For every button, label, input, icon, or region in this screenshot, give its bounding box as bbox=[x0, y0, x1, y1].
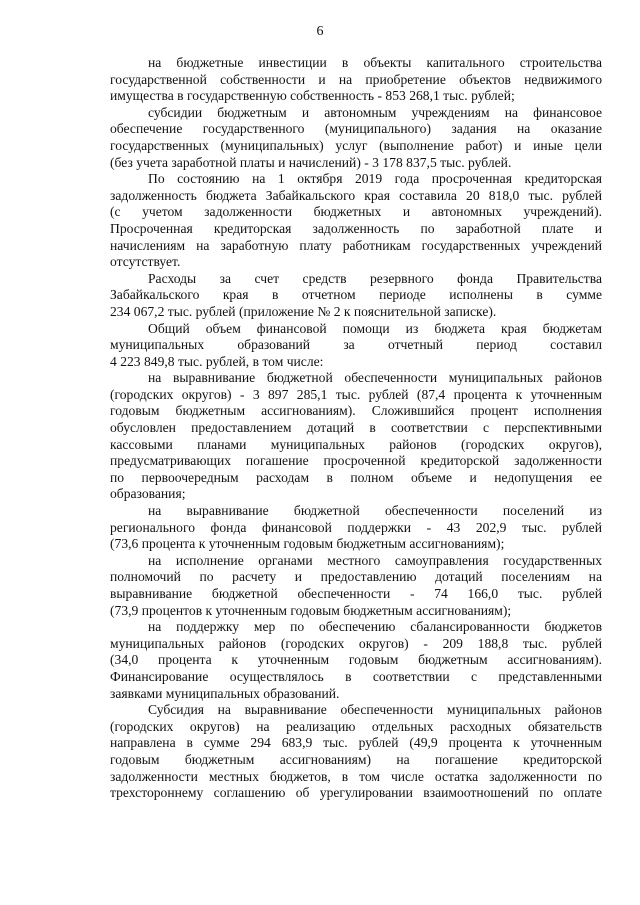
text-line: полномочий по расчету и предоставлению дотаций поселениям на bbox=[110, 569, 602, 585]
text-line: Расходы за счет средств резервного фонда Правительства bbox=[148, 270, 602, 286]
text-line: государственной собственности и на приобретение объектов недвижимого bbox=[110, 71, 602, 87]
paragraph bbox=[110, 702, 602, 802]
paragraph bbox=[110, 553, 602, 619]
document-body bbox=[110, 55, 602, 802]
text-line: муниципальных районов (городских округов) - 209 188,8 тыс. рублей bbox=[110, 635, 602, 651]
text-line: годовым бюджетным ассигнованиям) на погашение кредиторской bbox=[110, 751, 602, 767]
text-line: (городских округов) - 3 897 285,1 тыс. рублей (87,4 процента к уточненным bbox=[110, 386, 602, 402]
text-line: регионального фонда финансовой поддержки - 43 202,9 тыс. рублей bbox=[110, 519, 602, 535]
text-line: трехстороннему соглашению об урегулировании взаимоотношений по оплате bbox=[110, 785, 602, 801]
paragraph bbox=[110, 271, 602, 321]
text-line: начислениям на заработную плату работникам государственных учреждений bbox=[110, 237, 602, 253]
text-line: предусматривающих погашение просроченной кредиторской задолженности bbox=[110, 453, 602, 469]
text-line: обусловлен предоставлением дотаций в соответствии с перспективными bbox=[110, 420, 602, 436]
text-line: (городских округов) на реализацию отдельных расходных обязательств bbox=[110, 718, 602, 734]
text-line: на исполнение органами местного самоуправления государственных bbox=[148, 552, 602, 568]
text-line: имущества в государственную собственность - 853 268,1 тыс. рублей; bbox=[110, 88, 515, 104]
text-line: годовым бюджетным ассигнованиям). Сложившийся процент исполнения bbox=[110, 403, 602, 419]
text-line: субсидии бюджетным и автономным учреждениям на финансовое bbox=[148, 104, 602, 120]
text-line: Финансирование осуществлялось в соответствии с представленными bbox=[110, 668, 602, 684]
paragraph bbox=[110, 105, 602, 171]
text-line: отсутствует. bbox=[110, 254, 181, 270]
text-line: 234 067,2 тыс. рублей (приложение № 2 к пояснительной записке). bbox=[110, 303, 497, 319]
text-line: государственных (муниципальных) услуг (выполнение работ) и иные цели bbox=[110, 137, 602, 153]
text-line: заявками муниципальных образований. bbox=[110, 685, 340, 701]
page-number: 6 bbox=[316, 24, 324, 39]
text-line: (без учета заработной платы и начислений) - 3 178 837,5 тыс. рублей. bbox=[110, 154, 512, 170]
paragraph bbox=[110, 171, 602, 271]
text-line: (34,0 процента к уточненным годовым бюджетным ассигнованиям). bbox=[110, 652, 602, 668]
text-line: задолженность бюджета Забайкальского края составила 20 818,0 тыс. рублей bbox=[110, 187, 602, 203]
paragraph bbox=[110, 619, 602, 702]
text-line: Просроченная кредиторская задолженность по заработной плате и bbox=[110, 220, 602, 236]
text-line: направлена в сумме 294 683,9 тыс. рублей (49,9 процента к уточненным bbox=[110, 735, 602, 751]
text-line: обеспечение государственного (муниципального) задания на оказание bbox=[110, 121, 602, 137]
paragraph bbox=[110, 321, 602, 371]
text-line: 4 223 849,8 тыс. рублей, в том числе: bbox=[110, 353, 324, 369]
paragraph bbox=[110, 55, 602, 105]
text-line: выравнивание бюджетной обеспеченности - 74 166,0 тыс. рублей bbox=[110, 586, 602, 601]
paragraph bbox=[110, 503, 602, 553]
text-line: на поддержку мер по обеспечению сбалансированности бюджетов bbox=[148, 619, 602, 635]
text-line: По состоянию на 1 октября 2019 года просроченная кредиторская bbox=[148, 171, 602, 187]
text-line: (с учетом задолженности бюджетных и автономных учреждений). bbox=[110, 204, 602, 220]
text-line: на бюджетные инвестиции в объекты капитального строительства bbox=[148, 55, 602, 70]
text-line: образования; bbox=[110, 486, 186, 502]
text-line: по первоочередным расходам в полном объеме и недопущения ее bbox=[110, 469, 602, 485]
text-line: на выравнивание бюджетной обеспеченности поселений из bbox=[148, 503, 602, 519]
text-line: Забайкальского края в отчетном периоде исполнены в сумме bbox=[110, 287, 602, 303]
text-line: Субсидия на выравнивание обеспеченности муниципальных районов bbox=[148, 702, 602, 718]
text-line: (73,9 процентов к уточненным годовым бюджетным ассигнованиям); bbox=[110, 602, 512, 618]
text-line: (73,6 процента к уточненным годовым бюджетным ассигнованиям); bbox=[110, 536, 505, 552]
text-line: кассовыми планами муниципальных районов (городских округов), bbox=[110, 436, 602, 452]
text-line: на выравнивание бюджетной обеспеченности муниципальных районов bbox=[148, 370, 602, 386]
text-line: Общий объем финансовой помощи из бюджета края бюджетам bbox=[148, 320, 602, 336]
text-line: муниципальных образований за отчетный период составил bbox=[110, 337, 602, 353]
paragraph bbox=[110, 370, 602, 503]
text-line: задолженности местных бюджетов, в том числе остатка задолженности по bbox=[110, 768, 602, 784]
